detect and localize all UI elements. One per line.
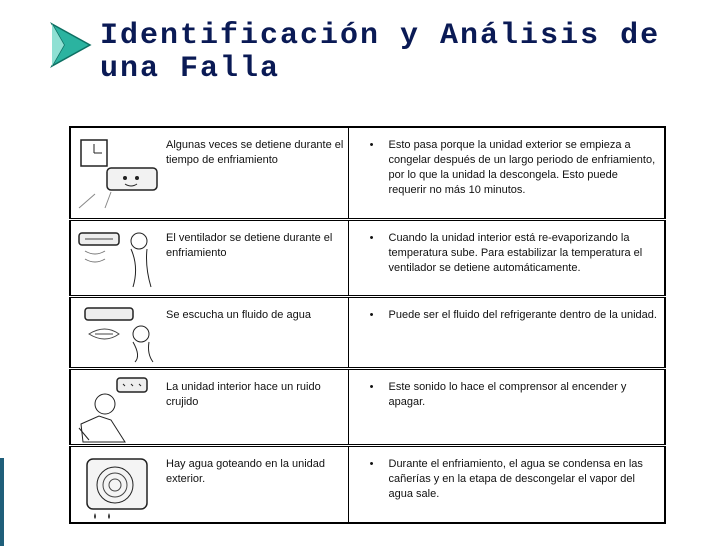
fan-and-person-illustration — [75, 227, 161, 293]
cause-cell — [348, 219, 665, 296]
dripping-outdoor-unit-illustration — [75, 453, 161, 523]
cause-text: Cuando la unidad interior está re-evaporizando la temperatura sube. Para estabilizar la temperatura el ventilador se detiene automáticamente. — [388, 231, 643, 274]
clock-and-ac-unit-illustration — [75, 134, 161, 210]
table-row — [70, 368, 665, 445]
symptom-text: El ventilador se detiene durante el enfriamiento — [166, 231, 333, 259]
slide-side-bar — [0, 458, 4, 546]
water-sound-illustration — [75, 304, 161, 364]
cause-text: Este sonido lo hace el comprensor al encender y apagar. — [388, 380, 627, 408]
cause-cell — [348, 296, 665, 368]
table-row — [70, 127, 665, 219]
slide-title: Identificación y Análisis de una Falla — [100, 19, 661, 86]
fault-table — [69, 126, 666, 524]
cause-cell — [348, 445, 665, 523]
table-row — [70, 296, 665, 368]
symptom-text: La unidad interior hace un ruido crujido — [166, 380, 321, 408]
cause-text: Esto pasa porque la unidad exterior se empieza a congelar después de un largo periodo de enfriamiento, por lo que la unidad la descongela. Esto puede requerir no más 10 minutos. — [388, 139, 656, 196]
bullet: • — [369, 139, 374, 151]
symptom-cell — [70, 445, 348, 523]
bullet: • — [369, 457, 374, 470]
cause-text: Durante el enfriamiento, el agua se condensa en las cañerías y en la etapa de descongelar el vapor del agua sale. — [388, 457, 643, 500]
creaking-unit-illustration — [75, 376, 161, 444]
symptom-cell — [70, 219, 348, 296]
bullet: • — [369, 380, 374, 393]
symptom-cell — [70, 368, 348, 445]
bullet: • — [369, 231, 374, 244]
table-row — [70, 445, 665, 523]
cause-cell — [348, 127, 665, 219]
table-row — [70, 219, 665, 296]
bullet: • — [369, 308, 374, 321]
symptom-text: Hay agua goteando en la unidad exterior. — [166, 457, 326, 485]
cause-cell — [348, 368, 665, 445]
symptom-cell — [70, 296, 348, 368]
symptom-cell — [70, 127, 348, 219]
symptom-text: Algunas veces se detiene durante el tiempo de enfriamiento — [166, 139, 344, 166]
cause-text: Puede ser el fluido del refrigerante dentro de la unidad. — [388, 308, 657, 321]
symptom-text: Se escucha un fluido de agua — [166, 308, 311, 321]
arrow-bullet-icon — [50, 22, 92, 68]
